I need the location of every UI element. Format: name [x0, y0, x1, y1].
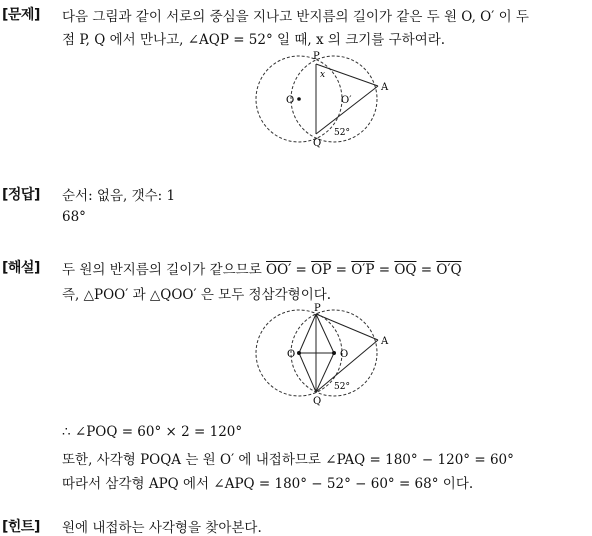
equals-sign: =	[420, 262, 433, 278]
label-q: Q	[313, 396, 322, 407]
segment-op	[299, 314, 316, 353]
answer-line-2: 68°	[62, 209, 86, 225]
label-p: P	[314, 303, 321, 314]
solution-line-5: 따라서 삼각형 APQ 에서 ∠APQ = 180° − 52° − 60° = 68° 이다.	[62, 476, 474, 492]
solution-figure	[250, 299, 400, 407]
label-angle: 52°	[334, 382, 350, 392]
segment-pa	[316, 64, 378, 86]
label-a: A	[381, 82, 389, 93]
problem-line-2: 점 P, Q 에서 만나고, ∠AQP = 52° 일 때, x 의 크기를 구하여라.	[62, 32, 446, 48]
solution-line-4: 또한, 사각형 POQA 는 원 O′ 에 내접하므로 ∠PAQ = 180° − 120° = 60°	[62, 452, 514, 468]
label-o-second: O	[340, 349, 349, 360]
segment-oq	[299, 353, 316, 392]
solution-line-3: ∴ ∠POQ = 60° × 2 = 120°	[62, 424, 243, 440]
point-o	[297, 97, 301, 101]
equals-sign: =	[378, 262, 391, 278]
label-o: O	[286, 95, 295, 106]
answer-line-1: 순서: 없음, 갯수: 1	[62, 188, 176, 204]
label-o: O	[287, 349, 296, 360]
hint-line-1: 원에 내접하는 사각형을 찾아본다.	[62, 520, 262, 536]
segment-oo-prime: OO′	[266, 262, 292, 278]
segment-oq: $\overline{OQ}$	[394, 262, 417, 278]
label-a: A	[381, 336, 389, 347]
segment-o-prime-q	[316, 353, 334, 392]
label-angle: 52°	[334, 128, 350, 138]
segment-o-prime-p: O′P	[351, 262, 375, 278]
segment-o-prime-q: O′Q	[436, 262, 462, 278]
problem-figure	[250, 45, 400, 153]
label-x: x	[320, 70, 326, 80]
equals-sign: =	[335, 262, 347, 278]
problem-line-1: 다음 그림과 같이 서로의 중심을 지나고 반지름의 길이가 같은 두 원 O, O′ 이 두	[62, 9, 529, 25]
label-q: Q	[313, 138, 322, 149]
label-o-prime: O′	[341, 95, 352, 106]
problem-label: [문제]	[2, 7, 40, 23]
answer-label: [정답]	[2, 187, 40, 203]
segment-o-prime-p	[316, 314, 334, 353]
hint-label: [힌트]	[2, 519, 40, 535]
solution-label: [해설]	[2, 260, 40, 276]
label-p: P	[313, 51, 320, 62]
segment-qa	[316, 86, 378, 134]
segment-op: $\overline{OP}$	[311, 262, 332, 278]
point-o-prime	[332, 351, 336, 355]
solution-line-2: 즉, △POO′ 과 △QOO′ 은 모두 정삼각형이다.	[62, 287, 332, 303]
equals-sign: =	[295, 262, 307, 278]
point-o	[297, 351, 301, 355]
solution-line-1-prefix: 두 원의 반지름의 길이가 같으므로	[62, 262, 267, 278]
solution-line-1	[62, 258, 462, 278]
